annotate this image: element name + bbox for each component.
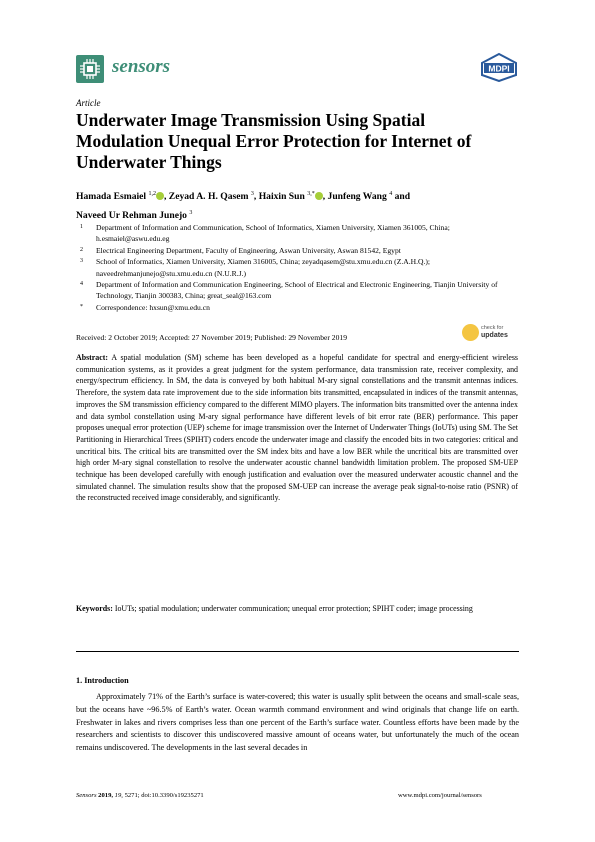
author-list: Hamada Esmaiel $^{1,2}$ , Zeyad A. H. Qasem $^3$, Haixin Sun $^{3,*}$ , Junfeng Wang $^4$ and Naveed Ur Rehman Junejo $^3$ bbox=[76, 191, 411, 222]
orcid-icon[interactable] bbox=[156, 192, 164, 200]
authors-and: and bbox=[394, 191, 411, 203]
sensors-chip-icon bbox=[76, 55, 104, 83]
affiliation-number: 3 bbox=[80, 258, 83, 265]
footer-journal: Sensors bbox=[76, 792, 97, 799]
affiliation-item bbox=[76, 245, 516, 256]
section-divider bbox=[76, 651, 519, 652]
author-name[interactable]: Naveed Ur Rehman Junejo bbox=[76, 210, 187, 222]
paper-title: Underwater Image Transmission Using Spatial Modulation Unequal Error Protection for Internet of Underwater Things bbox=[76, 110, 472, 172]
affiliation-number: 2 bbox=[80, 246, 83, 253]
author-affil-ref: 4 bbox=[389, 191, 393, 197]
keywords bbox=[76, 603, 518, 615]
check-updates-line1: check for bbox=[481, 325, 504, 331]
check-for-updates-badge[interactable] bbox=[462, 323, 506, 345]
correspondence-text[interactable]: Correspondence: hxsun@xmu.edu.cn bbox=[96, 302, 210, 312]
publication-history: Received: 2 October 2019; Accepted: 27 November 2019; Published: 29 November 2019 bbox=[76, 333, 347, 342]
affiliation-text: School of Informatics, Xiamen University, Xiamen 316005, China; zeyadqasem@stu.xmu.edu.cn (Z.A.H.Q.); naveedrehmanjunejo@stu.xmu.edu.cn (N.U.R.J.) bbox=[96, 257, 431, 278]
footer-doi[interactable]: 5271; doi:10.3390/s19235271 bbox=[124, 792, 204, 799]
affiliation-text: Department of Information and Communication, School of Informatics, Xiamen University, Xiamen 361005, China; h.esmaiel@aswu.edu.eg bbox=[96, 223, 450, 244]
footer-volume: 19, bbox=[114, 792, 123, 799]
abstract-label: Abstract: bbox=[76, 353, 108, 362]
check-updates-icon bbox=[462, 324, 479, 341]
correspondence-item bbox=[76, 302, 516, 313]
author-name[interactable]: Hamada Esmaiel bbox=[76, 191, 147, 203]
author-affil-ref: 3,* bbox=[307, 191, 315, 197]
section-body: Approximately 71% of the Earth’s surface is water-covered; this water is usually split between the oceans and small-scale seas, but the oceans have ~96.5% of Earth’s water. Ocean warmth command environment and wind originals that change life on earth. Freshwater in lakes and rivers comprises less than one percent of the Earth’s surface water. Countless efforts have been made by the researchers and scientists to discover this undiscovered massive amount of oceans water, but unfortunately the much of the ocean remains undiscovered. The developments in the last several decades in bbox=[76, 692, 519, 753]
mdpi-logo[interactable] bbox=[479, 52, 519, 82]
keywords-label: Keywords: bbox=[76, 604, 113, 613]
affiliation-text: Electrical Engineering Department, Faculty of Engineering, Aswan University, Aswan 81542, Egypt bbox=[96, 245, 401, 255]
author-affil-ref: 3 bbox=[189, 210, 193, 217]
affiliation-number: 1 bbox=[80, 224, 83, 230]
abstract bbox=[76, 352, 518, 504]
orcid-icon[interactable] bbox=[315, 192, 323, 200]
abstract-text: A spatial modulation (SM) scheme has been developed as a hopeful candidate for spectral and energy-efficient wireless communication systems, as it provides a great judgment for the system performance, data transmission rate, receiver complexity, and energy/spectrum efficiency. In SM, the data is conveyed by both habitual M-ary signal constellations and the transmit antennas indices. Therefore, the system data rate improvement due to the side information bits transmitted, encapsulated in indices of the transmit antennas, improves the SM transmission efficiency compared to the different MIMO players. The information bits transmitted over the antenna index and data symbol constellation using M-ary signal performance have different levels of bit error rate (BER) performance. This paper proposes unequal error protection (UEP) scheme for image transmission over the Internet of Underwater Things (IoUTs) using SM. The Set Partitioning in Hierarchical Trees (SPIHT) coders encode the underwater image and classify the encoded bits in two categories: critical and uncritical bits. The critical bits are transmitted over the SM index bits and have a low BER while the uncritical bits are transmitted over high order M-ary signal constellation to resolve the underwater acoustic channel bandwidth limitation problem. The proposed SM-UEP technique has been developed carefully with enough justification and evaluation over the measured underwater acoustic channel and the simulated channel. The simulation results show that the proposed SM-UEP can increase the average peak signal-to-noise ratio (PSNR) of the reconstructed received image considerably, and significantly. bbox=[76, 353, 518, 503]
affiliation-number: 4 bbox=[80, 281, 83, 288]
author-affil-ref: 1,2 bbox=[148, 191, 156, 197]
check-updates-line2: updates bbox=[481, 332, 508, 339]
author-name[interactable]: Zeyad A. H. Qasem bbox=[168, 191, 249, 203]
affiliation-list bbox=[76, 222, 516, 313]
affiliation-item bbox=[76, 222, 516, 245]
author-affil-ref: 3 bbox=[250, 191, 254, 197]
keywords-text: IoUTs; spatial modulation; underwater communication; unequal error protection; SPIHT coder; image processing bbox=[114, 604, 473, 613]
mdpi-logo-text: MDPI bbox=[488, 63, 510, 74]
author-name[interactable]: Junfeng Wang bbox=[327, 191, 387, 203]
footer-url[interactable]: www.mdpi.com/journal/sensors bbox=[398, 792, 482, 799]
affiliation-text: Department of Information and Communication Engineering, School of Electrical and Electronic Engineering, Tianjin University of Technology, Tianjin 300383, China; great_seal@163.com bbox=[96, 280, 498, 301]
footer-year: 2019, bbox=[98, 792, 114, 799]
section-heading: 1. Introduction bbox=[76, 676, 129, 685]
author-name[interactable]: Haixin Sun bbox=[258, 191, 305, 203]
affiliation-item bbox=[76, 256, 516, 279]
journal-name[interactable]: sensors bbox=[112, 56, 171, 77]
article-type: Article bbox=[76, 98, 101, 108]
footer-citation bbox=[76, 792, 204, 799]
affiliation-item bbox=[76, 279, 516, 302]
affiliation-number: * bbox=[80, 303, 83, 310]
